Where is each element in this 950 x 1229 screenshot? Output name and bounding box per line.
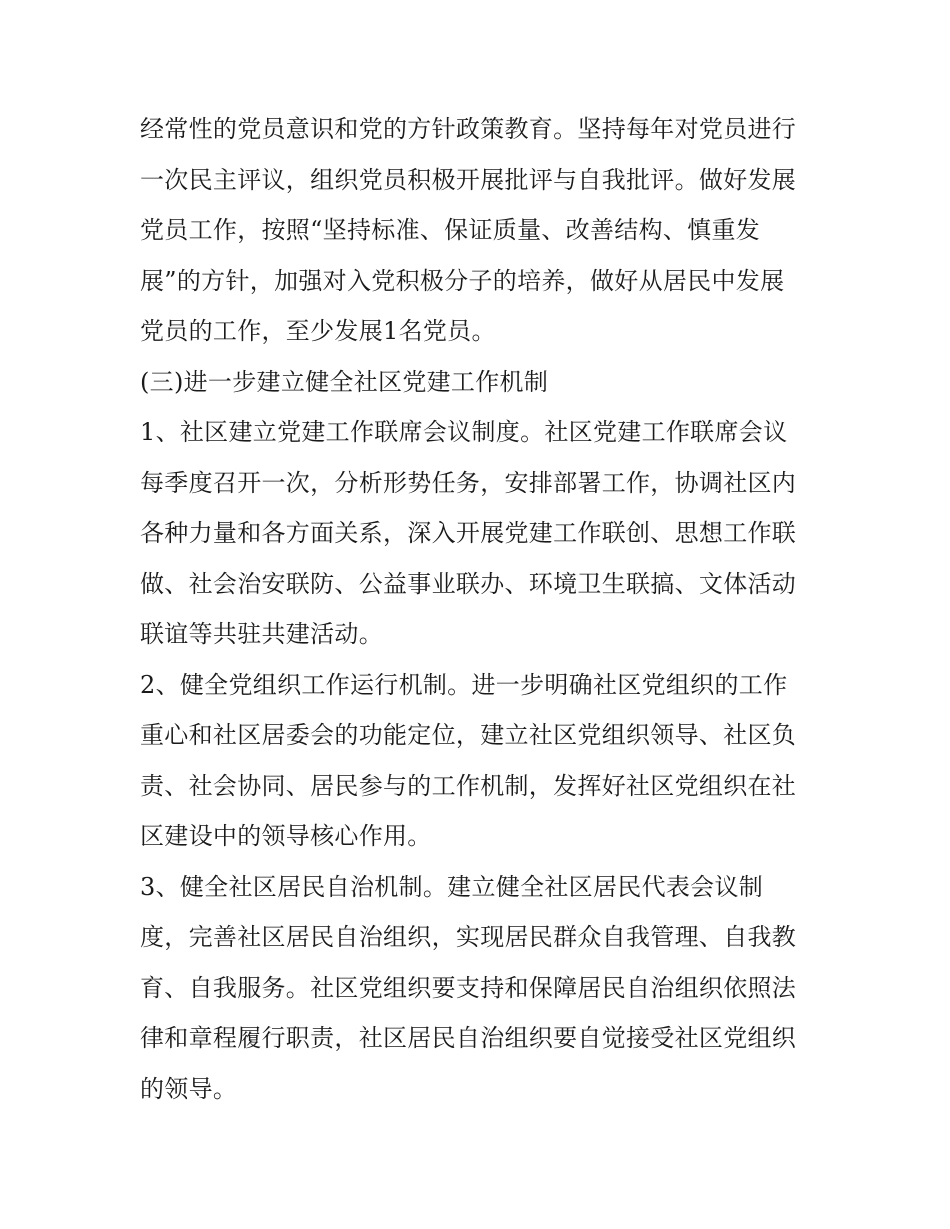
section-heading: (三)进一步建立健全社区党建工作机制 — [140, 367, 549, 396]
document-body — [140, 107, 830, 1117]
text-line: 2、健全党组织工作运行机制。进一步明确社区党组织的工作 — [140, 670, 788, 699]
text-line: 一次民主评议，组织党员积极开展批评与自我批评。做好发展 — [140, 165, 797, 194]
text-line: 度，完善社区居民自治组织，实现居民群众自我管理、自我教 — [140, 923, 797, 951]
text-line: 律和章程履行职责，社区居民自治组织要自觉接受社区党组织 — [140, 1024, 797, 1052]
text-line: 党员工作，按照“坚持标准、保证质量、改善结构、慎重发 — [140, 216, 761, 244]
text-line: 各种力量和各方面关系，深入开展党建工作联创、思想工作联 — [140, 519, 797, 547]
text-line: 展”的方针，加强对入党积极分子的培养，做好从居民中发展 — [140, 266, 785, 295]
text-line: 1、社区建立党建工作联席会议制度。社区党建工作联席会议 — [140, 418, 788, 446]
text-line: 联谊等共驻共建活动。 — [140, 620, 383, 648]
text-line: 责、社会协同、居民参与的工作机制，发挥好社区党组织在社 — [140, 771, 797, 800]
text-line: 区建设中的领导核心作用。 — [140, 822, 432, 850]
text-line: 党员的工作，至少发展1名党员。 — [140, 317, 496, 345]
text-line: 做、社会治安联防、公益事业联办、环境卫生联搞、文体活动 — [140, 569, 797, 598]
text-line: 的领导。 — [140, 1074, 238, 1103]
text-line: 育、自我服务。社区党组织要支持和保障居民自治组织依照法 — [140, 973, 797, 1002]
text-line: 每季度召开一次，分析形势任务，安排部署工作，协调社区内 — [140, 468, 797, 497]
text-line: 重心和社区居委会的功能定位，建立社区党组织领导、社区负 — [140, 721, 797, 749]
text-line: 3、健全社区居民自治机制。建立健全社区居民代表会议制 — [140, 872, 764, 901]
text-line: 经常性的党员意识和党的方针政策教育。坚持每年对党员进行 — [140, 115, 797, 143]
